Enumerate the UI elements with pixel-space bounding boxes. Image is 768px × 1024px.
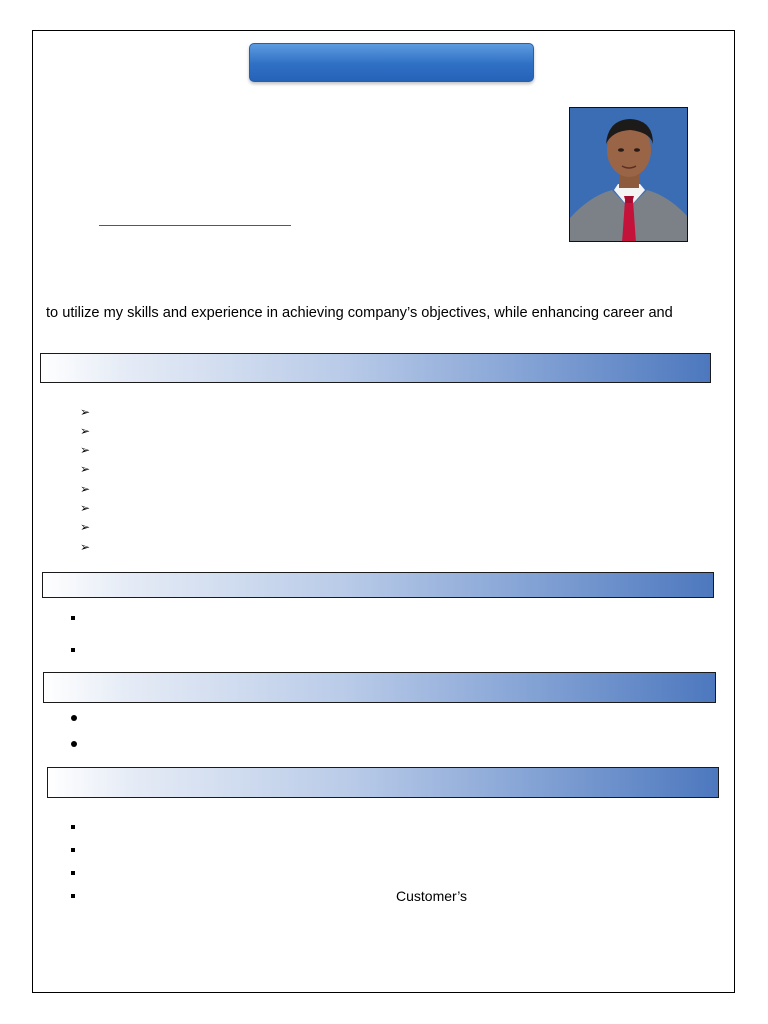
square-bullet-icon	[71, 825, 75, 829]
list-item	[71, 848, 75, 852]
arrow-bullet-icon: ➢	[80, 520, 91, 534]
list-item	[80, 539, 90, 554]
list-item	[80, 404, 90, 419]
arrow-bullet-icon: ➢	[80, 424, 91, 438]
list-item	[80, 519, 90, 534]
square-bullet-icon	[71, 894, 75, 898]
list-item-text-customers: Customer’s	[396, 888, 468, 904]
profile-photo	[569, 107, 688, 242]
square-bullet-icon	[71, 848, 75, 852]
square-bullet-icon	[71, 871, 75, 875]
arrow-bullet-icon: ➢	[80, 462, 91, 476]
objective-text: to utilize my skills and experience in achieving company’s objectives, while enhancing career and	[46, 305, 673, 321]
arrow-bullet-icon: ➢	[80, 540, 91, 554]
round-bullet-icon	[71, 741, 77, 747]
arrow-bullet-icon: ➢	[80, 443, 91, 457]
list-item	[71, 616, 75, 620]
section-header-bar-3	[43, 672, 716, 703]
list-item	[71, 894, 75, 898]
list-item	[80, 461, 90, 476]
list-item	[71, 871, 75, 875]
round-bullet-icon	[71, 715, 77, 721]
list-item	[80, 481, 90, 496]
list-item	[80, 442, 90, 457]
list-item	[71, 715, 77, 721]
email-link-underline[interactable]	[99, 225, 291, 226]
name-title-bar	[249, 43, 534, 82]
list-item	[71, 648, 75, 652]
list-item	[71, 825, 75, 829]
list-item	[80, 423, 90, 438]
arrow-bullet-icon: ➢	[80, 482, 91, 496]
section-header-bar-1	[40, 353, 711, 383]
list-item	[80, 500, 90, 515]
list-item	[71, 741, 77, 747]
square-bullet-icon	[71, 648, 75, 652]
section-header-bar-4	[47, 767, 719, 798]
section-header-bar-2	[42, 572, 714, 598]
arrow-bullet-icon: ➢	[80, 501, 91, 515]
arrow-bullet-icon: ➢	[80, 405, 91, 419]
square-bullet-icon	[71, 616, 75, 620]
